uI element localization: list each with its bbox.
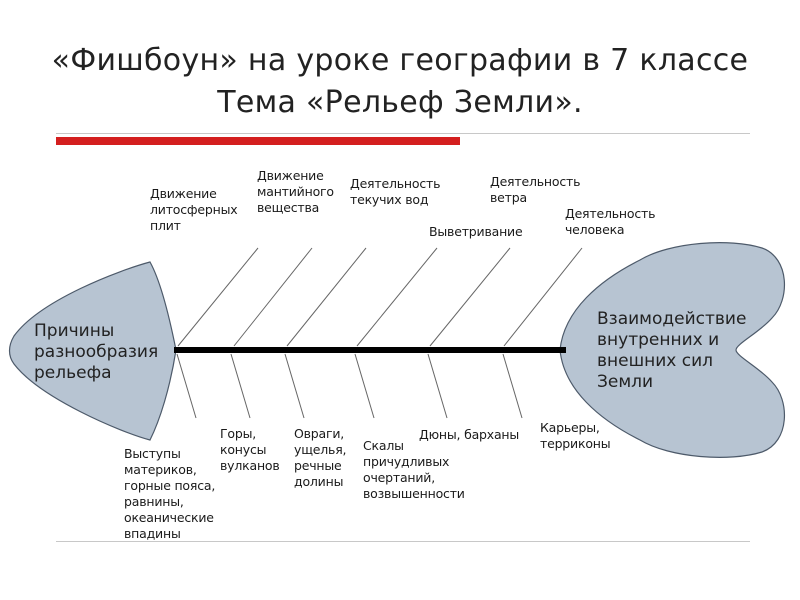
top-factor-label <box>565 206 655 238</box>
label-line: Горы, <box>220 426 257 441</box>
bottom-example-label <box>419 427 519 443</box>
head-line: разнообразия <box>34 342 159 362</box>
top-factor-label <box>350 176 440 208</box>
bottom-example-label <box>220 426 280 474</box>
bottom-bone-6 <box>503 354 522 418</box>
title-line-1: «Фишбоун» на уроке географии в 7 классе <box>51 43 749 78</box>
bottom-example-label <box>294 426 346 490</box>
top-factor-label <box>257 168 334 216</box>
label-line: плит <box>150 218 181 233</box>
label-line: речные <box>294 458 342 473</box>
top-bones <box>178 248 582 346</box>
label-line: возвышенности <box>363 486 465 501</box>
label-line: мантийного <box>257 184 334 199</box>
head-line: Причины <box>34 321 115 341</box>
head-line: рельефа <box>34 363 112 383</box>
label-line: Дюны, барханы <box>419 427 520 442</box>
label-line: причудливых <box>363 454 450 469</box>
label-line: Выступы <box>124 446 181 461</box>
label-line: горные пояса, <box>124 478 216 493</box>
label-line: ущелья, <box>294 442 347 457</box>
label-line: очертаний, <box>363 470 435 485</box>
bottom-example-label <box>363 438 465 502</box>
top-bone-5 <box>430 248 510 346</box>
label-line: человека <box>565 222 625 237</box>
label-line: конусы <box>220 442 267 457</box>
label-line: материков, <box>124 462 197 477</box>
bottom-example-label <box>124 446 215 542</box>
label-line: долины <box>294 474 344 489</box>
label-line: Овраги, <box>294 426 345 441</box>
bottom-bone-4 <box>355 354 374 418</box>
label-line: Карьеры, <box>540 420 600 435</box>
top-factor-label <box>150 186 237 234</box>
label-line: вещества <box>257 200 320 215</box>
label-line: океанические <box>124 510 214 525</box>
bottom-bone-2 <box>231 354 250 418</box>
tail-line: внешних сил <box>597 351 714 371</box>
head-text <box>34 321 158 384</box>
tail-line: Земли <box>597 372 654 392</box>
label-line: Скалы <box>363 438 404 453</box>
label-line: текучих вод <box>350 192 429 207</box>
top-factor-label <box>429 224 522 240</box>
top-bone-3 <box>287 248 366 346</box>
label-line: Деятельность <box>490 174 581 189</box>
label-line: Движение <box>257 168 324 183</box>
label-line: равнины, <box>124 494 184 509</box>
bottom-bone-5 <box>428 354 447 418</box>
label-line: Выветривание <box>429 224 523 239</box>
bottom-bone-3 <box>285 354 304 418</box>
top-bone-4 <box>357 248 437 346</box>
tail-text <box>597 309 746 393</box>
label-line: терриконы <box>540 436 611 451</box>
top-factor-label <box>490 174 580 206</box>
tail-line: Взаимодействие <box>597 309 747 329</box>
label-line: Движение <box>150 186 217 201</box>
bottom-example-label <box>540 420 610 452</box>
bottom-bone-1 <box>177 354 196 418</box>
label-line: ветра <box>490 190 527 205</box>
label-line: Деятельность <box>565 206 656 221</box>
label-line: литосферных <box>150 202 238 217</box>
bottom-bones <box>177 354 522 418</box>
label-line: впадины <box>124 526 181 541</box>
label-line: Деятельность <box>350 176 441 191</box>
title-line-2: Тема «Рельеф Земли». <box>217 85 583 120</box>
tail-line: внутренних и <box>597 330 720 350</box>
label-line: вулканов <box>220 458 280 473</box>
